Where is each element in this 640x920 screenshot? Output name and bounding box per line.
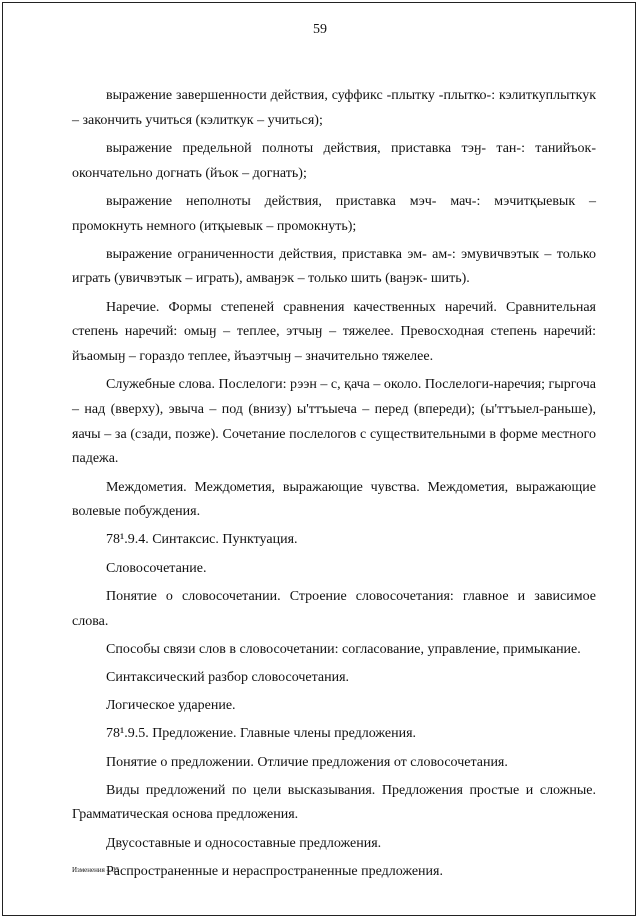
footer-revision: Изменения – 03 [72,866,119,874]
paragraph-phrase-concept: Понятие о словосочетании. Строение словосочетания: главное и зависимое слова. [72,588,596,629]
paragraph-phrase-analysis: Синтаксический разбор словосочетания. [106,669,350,685]
paragraph-extended: Распространенные и нераспространенные предложения. [106,863,443,879]
paragraph-phrase: Словосочетание. [106,560,207,576]
paragraph-3: выражение неполноты действия, приставка мэч- мач-: мэчитқыевык – промокнуть немного (итқыевык – промокнуть); [72,193,596,234]
paragraph-adverb: Наречие. Формы степеней сравнения качественных наречий. Сравнительная степень наречий: омыӈ – теплее, этчыӈ – тяжелее. Превосходная степень наречий: йъаомыӈ – гораздо теплее, йъаэтчыӈ – значительно тяжелее. [72,299,596,365]
page-number: 59 [313,22,327,37]
section-heading-syntax: 78¹.9.4. Синтаксис. Пунктуация. [106,532,298,548]
paragraph-logical-stress: Логическое ударение. [106,698,236,714]
paragraph-connection-types: Способы связи слов в словосочетании: согласование, управление, примыкание. [106,641,581,657]
paragraph-1: выражение завершенности действия, суффикс -плытку -плытко-: кэлиткуплыткук – закончить учиться (кэлиткук – учиться); [72,88,596,128]
paragraph-4: выражение ограниченности действия, приставка эм- ам-: эмувичвэтык – только играть (увичвэтык – играть), амваӈэк – только шить (ваӈэк- шить). [72,246,596,287]
paragraph-sentence-concept: Понятие о предложении. Отличие предложения от словосочетания. [106,754,508,770]
paragraph-two-part: Двусоставные и односоставные предложения. [106,835,382,851]
document-body [72,84,596,888]
paragraph-sentence-types: Виды предложений по цели высказывания. Предложения простые и сложные. Грамматическая основа предложения. [72,782,596,823]
section-heading-sentence: 78¹.9.5. Предложение. Главные члены предложения. [106,726,417,742]
paragraph-2: выражение предельной полноты действия, приставка тэӈ- тан-: танийъок-окончательно догнать (йъок – догнать); [72,140,596,181]
paragraph-interjections: Междометия. Междометия, выражающие чувства. Междометия, выражающие волевые побуждения. [72,479,596,520]
paragraph-function-words: Служебные слова. Послелоги: рээн – с, қача – около. Послелоги-наречия; гыргоча – над (вверху), эвыча – под (внизу) ы'ттъыеча – перед (впереди); (ы'ттъыел-раньше), яачы – за (сзади, позже). Сочетание послелогов с существительными в форме местного падежа. [72,377,596,467]
